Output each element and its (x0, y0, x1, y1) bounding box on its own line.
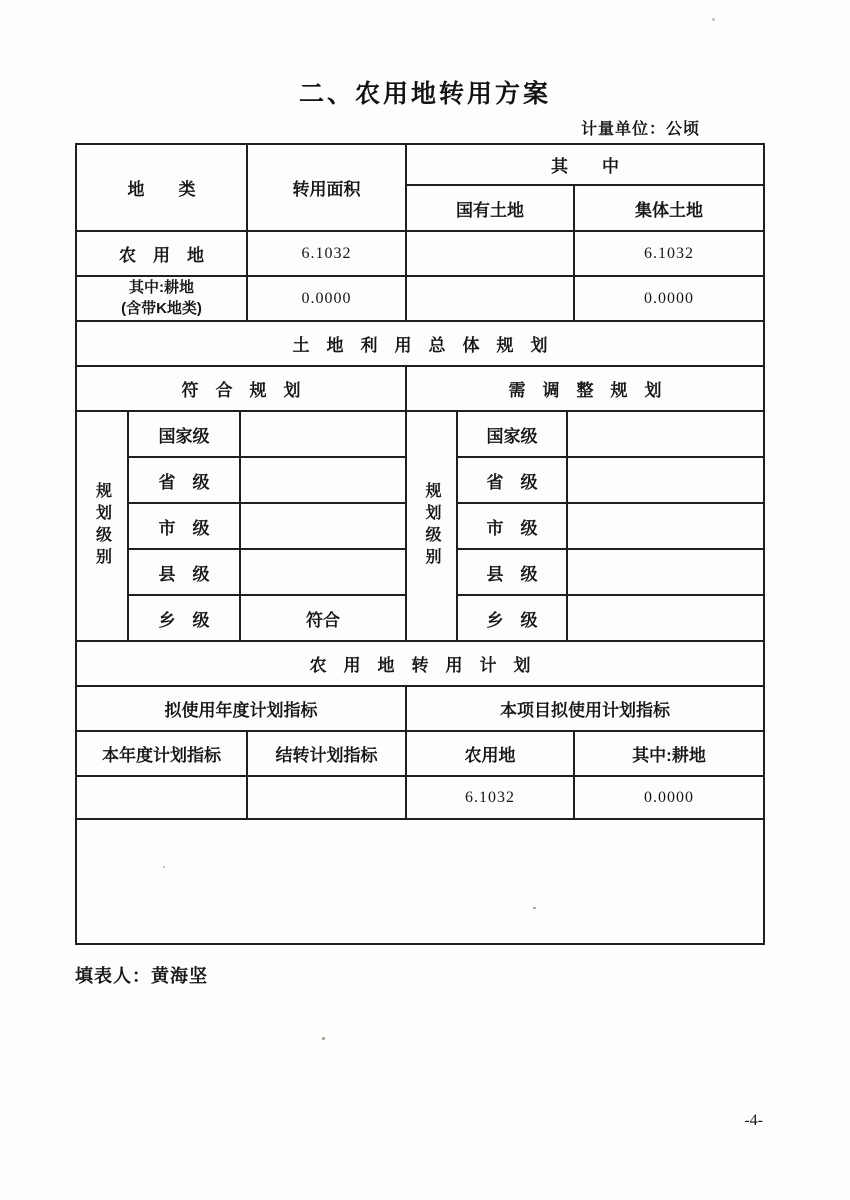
value-current-year (77, 777, 248, 818)
compliant-row-township (129, 596, 405, 640)
project-indicator-header: 本项目拟使用计划指标 (500, 701, 670, 720)
cultivated-state-owned (407, 277, 575, 320)
compliant-value-city (241, 504, 405, 548)
adjust-row-township (458, 596, 763, 640)
value-carryover (248, 777, 407, 818)
cultivated-label (77, 277, 248, 320)
land-conversion-table (75, 143, 765, 945)
level-city: 市 级 (129, 504, 241, 548)
header-state-owned: 国有土地 (407, 186, 575, 230)
planning-section-title: 土 地 利 用 总 体 规 划 (292, 336, 548, 355)
conversion-plan-title: 农 用 地 转 用 计 划 (309, 656, 531, 675)
level-label-left: 规划级别 (77, 412, 129, 640)
planning-levels-row (77, 412, 763, 642)
farmland-label: 农 用 地 (77, 232, 248, 275)
adjust-value-city (568, 504, 763, 548)
adjust-value-national (568, 412, 763, 456)
value-farmland: 6.1032 (407, 777, 575, 818)
planning-section-title-row (77, 322, 763, 367)
level-national: 国家级 (129, 412, 241, 456)
farmland-collective: 6.1032 (644, 244, 694, 262)
preparer-label: 填表人：黄海坚 (75, 966, 208, 986)
col-farmland: 农用地 (407, 732, 575, 775)
adjust-value-county (568, 550, 763, 594)
empty-remarks-cell (77, 820, 763, 943)
level-city-r: 市 级 (458, 504, 568, 548)
level-county-r: 县 级 (458, 550, 568, 594)
compliant-row-province (129, 458, 405, 504)
level-national-r: 国家级 (458, 412, 568, 456)
compliant-row-city (129, 504, 405, 550)
value-cultivated: 0.0000 (644, 788, 694, 806)
page-number: -4- (744, 1112, 763, 1129)
scan-speck (533, 907, 536, 909)
header-land-type: 地 类 (77, 145, 248, 230)
level-label-right: 规划级别 (407, 412, 458, 640)
level-province-r: 省 级 (458, 458, 568, 502)
table-row-farmland (77, 232, 763, 277)
col-carryover: 结转计划指标 (248, 732, 407, 775)
table-header-row (77, 145, 763, 232)
adjust-header: 需 调 整 规 划 (508, 381, 662, 400)
compliant-row-county (129, 550, 405, 596)
compliant-row-national (129, 412, 405, 458)
compliant-value-national (241, 412, 405, 456)
cultivated-label-line2: (含带K地类) (121, 299, 202, 317)
adjust-levels-block (407, 412, 763, 640)
unit-label: 计量单位：公顷 (580, 121, 700, 138)
adjust-row-county (458, 550, 763, 596)
header-among-which: 其 中 (407, 145, 763, 186)
compliant-header: 符 合 规 划 (77, 367, 407, 410)
cultivated-area: 0.0000 (248, 277, 407, 320)
page-title: 二、农用地转用方案 (298, 80, 551, 108)
conversion-plan-subheader-row (77, 687, 763, 732)
compliant-value-township: 符合 (306, 610, 340, 630)
scan-speck (322, 1037, 325, 1040)
level-township: 乡 级 (129, 596, 241, 640)
adjust-row-province (458, 458, 763, 504)
conversion-plan-values-row (77, 777, 763, 820)
header-collective: 集体土地 (635, 200, 703, 220)
cultivated-label-line1: 其中:耕地 (128, 279, 194, 297)
scan-speck (163, 866, 165, 868)
farmland-area: 6.1032 (248, 232, 407, 275)
annual-indicator-header: 拟使用年度计划指标 (77, 687, 407, 730)
conversion-plan-columns-row (77, 732, 763, 777)
conversion-plan-title-row (77, 642, 763, 687)
header-among-group (407, 145, 763, 230)
header-conversion-area: 转用面积 (248, 145, 407, 230)
col-cultivated: 其中:耕地 (632, 746, 706, 765)
table-row-cultivated (77, 277, 763, 322)
remarks-empty (77, 820, 763, 943)
planning-subheader-row (77, 367, 763, 412)
adjust-row-national (458, 412, 763, 458)
level-county: 县 级 (129, 550, 241, 594)
compliant-value-county (241, 550, 405, 594)
col-current-year: 本年度计划指标 (77, 732, 248, 775)
adjust-value-province (568, 458, 763, 502)
level-township-r: 乡 级 (458, 596, 568, 640)
adjust-row-city (458, 504, 763, 550)
scan-speck (712, 18, 715, 21)
farmland-state-owned (407, 232, 575, 275)
compliant-levels-block (77, 412, 407, 640)
cultivated-collective: 0.0000 (644, 289, 694, 307)
adjust-value-township (568, 596, 763, 640)
compliant-value-province (241, 458, 405, 502)
level-province: 省 级 (129, 458, 241, 502)
